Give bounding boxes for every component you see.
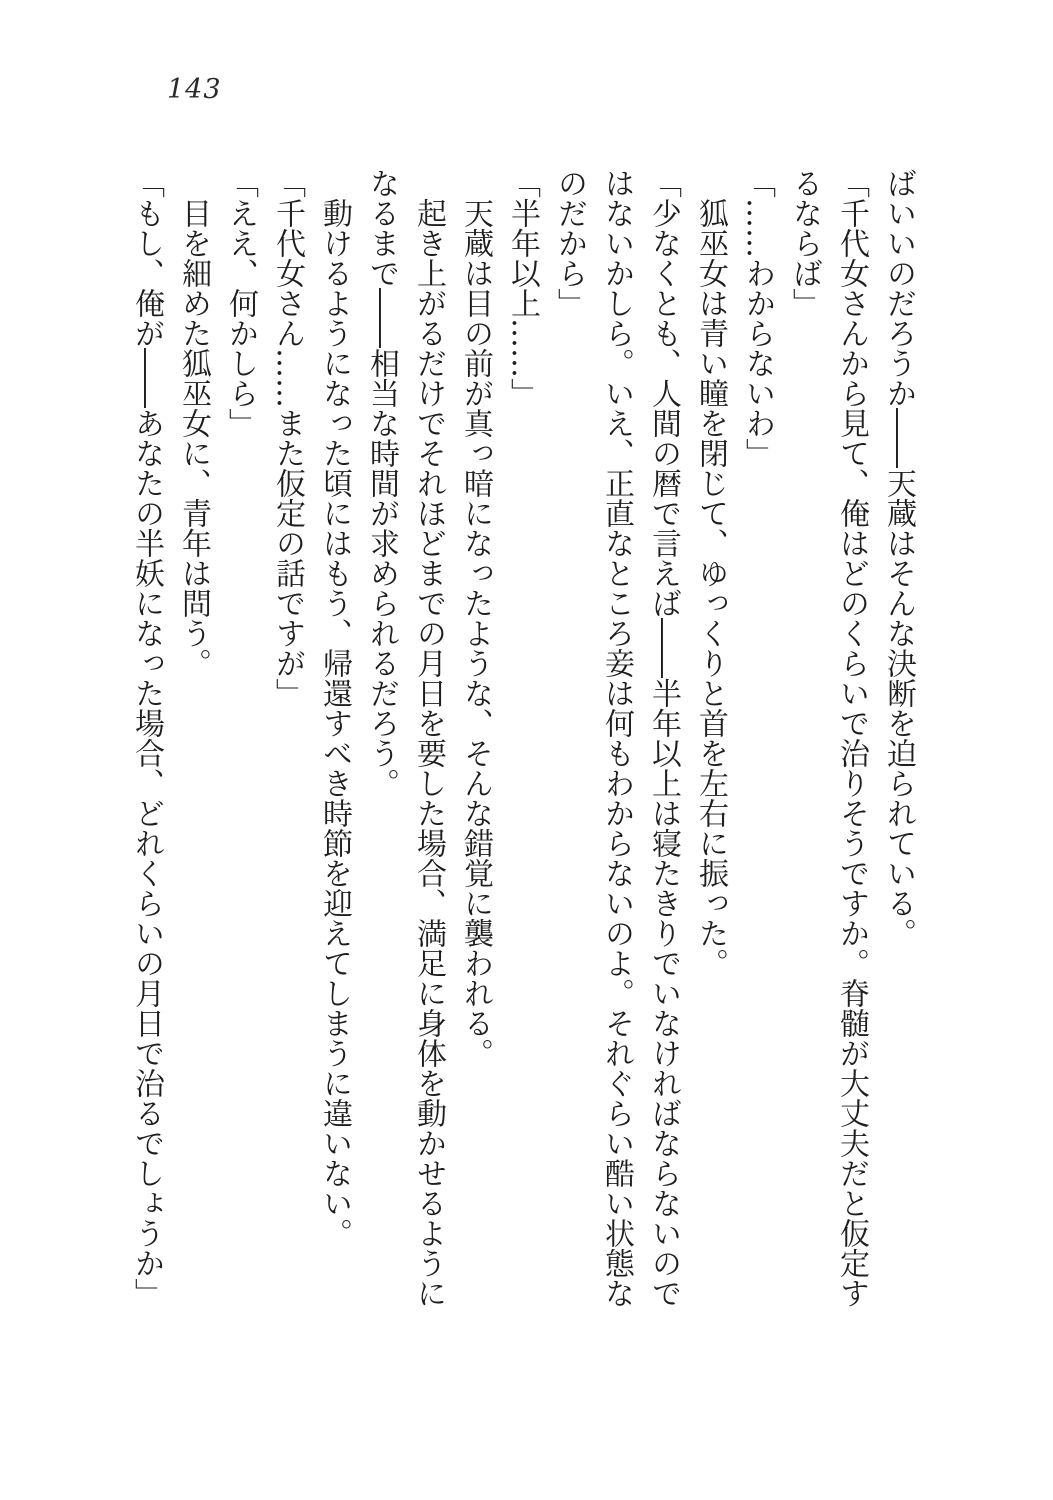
narration-paragraph: ばいいのだろうか――天蔵はそんな決断を迫られている。	[881, 168, 916, 948]
dialogue-paragraph: 「千代女さんから見て、俺はどのくらいで治りそうですか。脊髄が大丈夫だと仮定するならば」	[787, 168, 869, 1308]
dialogue-paragraph: 「半年以上……」	[505, 168, 540, 408]
narration-paragraph: 目を細めた狐巫女に、青年は問う。	[176, 198, 211, 678]
dialogue-paragraph: 「ええ、何かしら」	[223, 168, 258, 438]
dialogue-paragraph: 「少なくとも、人間の暦で言えば――半年以上は寝たきりでいなければならないのではないかしら。いえ、正直なところ妾は何もわからないのよ。それぐらい酷い状態なのだから」	[552, 168, 681, 1308]
dialogue-paragraph: 「もし、俺が――あなたの半妖になった場合、どれくらいの月日で治るでしょうか」	[129, 168, 164, 1308]
narration-paragraph: 天蔵は目の前が真っ暗になったような、そんな錯覚に襲われる。	[458, 198, 493, 1068]
dialogue-paragraph: 「千代女さん……また仮定の話ですが」	[270, 168, 305, 708]
narration-paragraph: 狐巫女は青い瞳を閉じて、ゆっくりと首を左右に振った。	[693, 198, 728, 978]
text-block	[120, 168, 922, 1320]
dialogue-paragraph: 「……わからないわ」	[740, 168, 775, 468]
narration-paragraph: 起き上がるだけでそれほどまでの月日を要した場合、満足に身体を動かせるようになるまで――相当な時間が求められるだろう。	[364, 168, 446, 1308]
page-number: 143	[167, 74, 222, 105]
narration-paragraph: 動けるようになった頃にはもう、帰還すべき時節を迎えてしまうに違いない。	[317, 198, 352, 1248]
